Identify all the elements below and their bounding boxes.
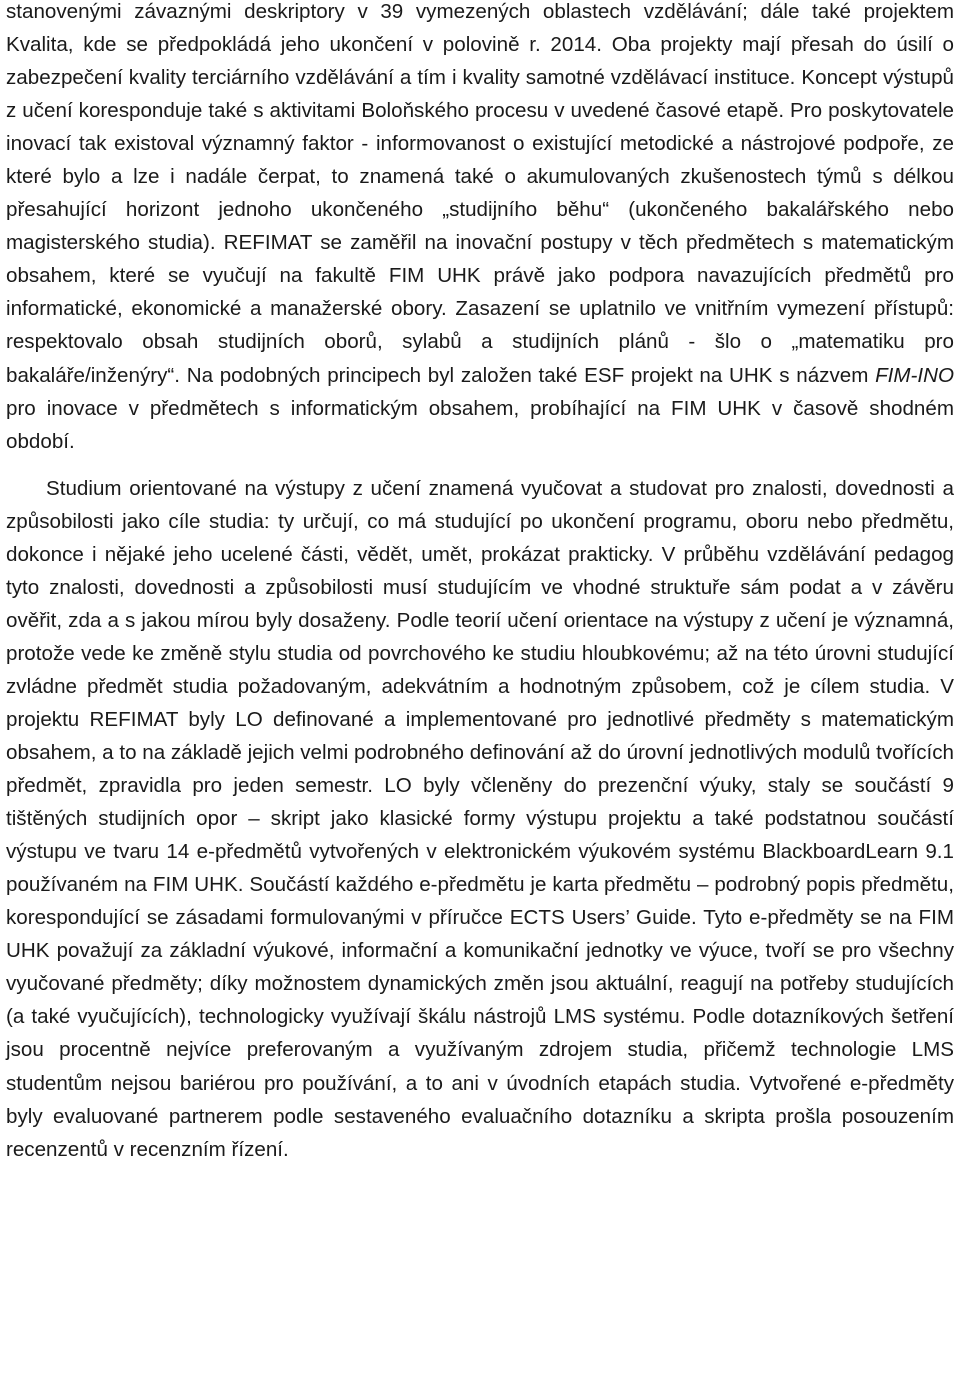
project-name-italic: FIM-INO (875, 363, 954, 387)
paragraph-text: Studium orientované na výstupy z učení znamená vyučovat a studovat pro znalosti, dovednosti a způsobilosti jako cíle studia: ty určují, co má studující po ukončení programu, oboru nebo předmětu, dokonce i nějaké jeho ucelené části, vědět, umět, prokázat prakticky. V průběhu vzdělávání pedagog tyto znalosti, dovednosti a způsobilosti musí studujícím ve vhodné struktuře sám podat a v závěru ověřit, zda a s jakou mírou byly dosaženy. Podle teorií učení orientace na výstupy z učení je významná, protože vede ke změně stylu studia od povrchového ke studiu hloubkovému; až na této úrovni studující zvládne předmět studia požadovaným, adekvátním a hodnotným způsobem, což je cílem studia. V projektu REFIMAT byly LO definované a implementované pro jednotlivé předměty s matematickým obsahem, a to na základě jejich velmi podrobného definování až do úrovní jednotlivých modulů tvořících předmět, zpravidla pro jeden semestr. LO byly včleněny do prezenční výuky, staly se součástí 9 tištěných studijních opor – skript jako klasické formy výstupu projektu a také podstatnou součástí výstupu ve tvaru 14 e-předmětů vytvořených v elektronickém výukovém systému BlackboardLearn 9.1 používaném na FIM UHK. Součástí každého e-předmětu je karta předmětu – podrobný popis předmětu, korespondující se zásadami formulovanými v příručce ECTS Users’ Guide. Tyto e-předměty se na FIM UHK považují za základní výukové, informační a komunikační jednotky ve výuce, tvoří se pro všechny vyučované předměty; díky možnostem dynamických změn jsou aktuální, reagují na potřeby studujících (a také vyučujících), technologicky využívají škálu nástrojů LMS systému. Podle dotazníkových šetření jsou procentně nejvíce preferovaným a využívaným zdrojem studia, přičemž technologie LMS studentům nejsou bariérou pro používání, a to ani v úvodních etapách studia. Vytvořené e-předměty byly evaluované partnerem podle sestaveného evaluačního dotazníku a skripta prošla posouzením recenzentů v recenzním řízení. (6, 476, 954, 1161)
paragraph-text: stanovenými závaznými deskriptory v 39 vymezených oblastech vzdělávání; dále také projektem Kvalita, kde se předpokládá jeho ukončení v polovině r. 2014. Oba projekty mají přesah do úsilí o zabezpečení kvality terciárního vzdělávání a tím i kvality samotné vzdělávací instituce. Koncept výstupů z učení koresponduje také s aktivitami Boloňského procesu v uvedené časové etapě. Pro poskytovatele inovací tak existoval významný faktor - informovanost o existující metodické a nástrojové podpoře, ze které bylo a lze i nadále čerpat, to znamená také o akumulovaných zkušenostech týmů s délkou přesahující horizont jednoho ukončeného „studijního běhu“ (ukončeného bakalářského nebo magisterského studia). REFIMAT se zaměřil na inovační postupy v těch předmětech s matematickým obsahem, které se vyučují na fakultě FIM UHK právě jako podpora navazujících předmětů pro informatické, ekonomické a manažerské obory. Zasazení se uplatnilo ve vnitřním vymezení přístupů: respektovalo obsah studijních oborů, sylabů a studijních plánů - šlo o „matematiku pro bakaláře/inženýry“. Na podobných principech byl založen také ESF projekt na UHK s názvem (6, 0, 954, 387)
paragraph (0, 0, 960, 458)
paragraph-text: pro inovace v předmětech s informatickým obsahem, probíhající na FIM UHK v časově shodném období. (6, 396, 954, 453)
paragraph (0, 472, 960, 1166)
